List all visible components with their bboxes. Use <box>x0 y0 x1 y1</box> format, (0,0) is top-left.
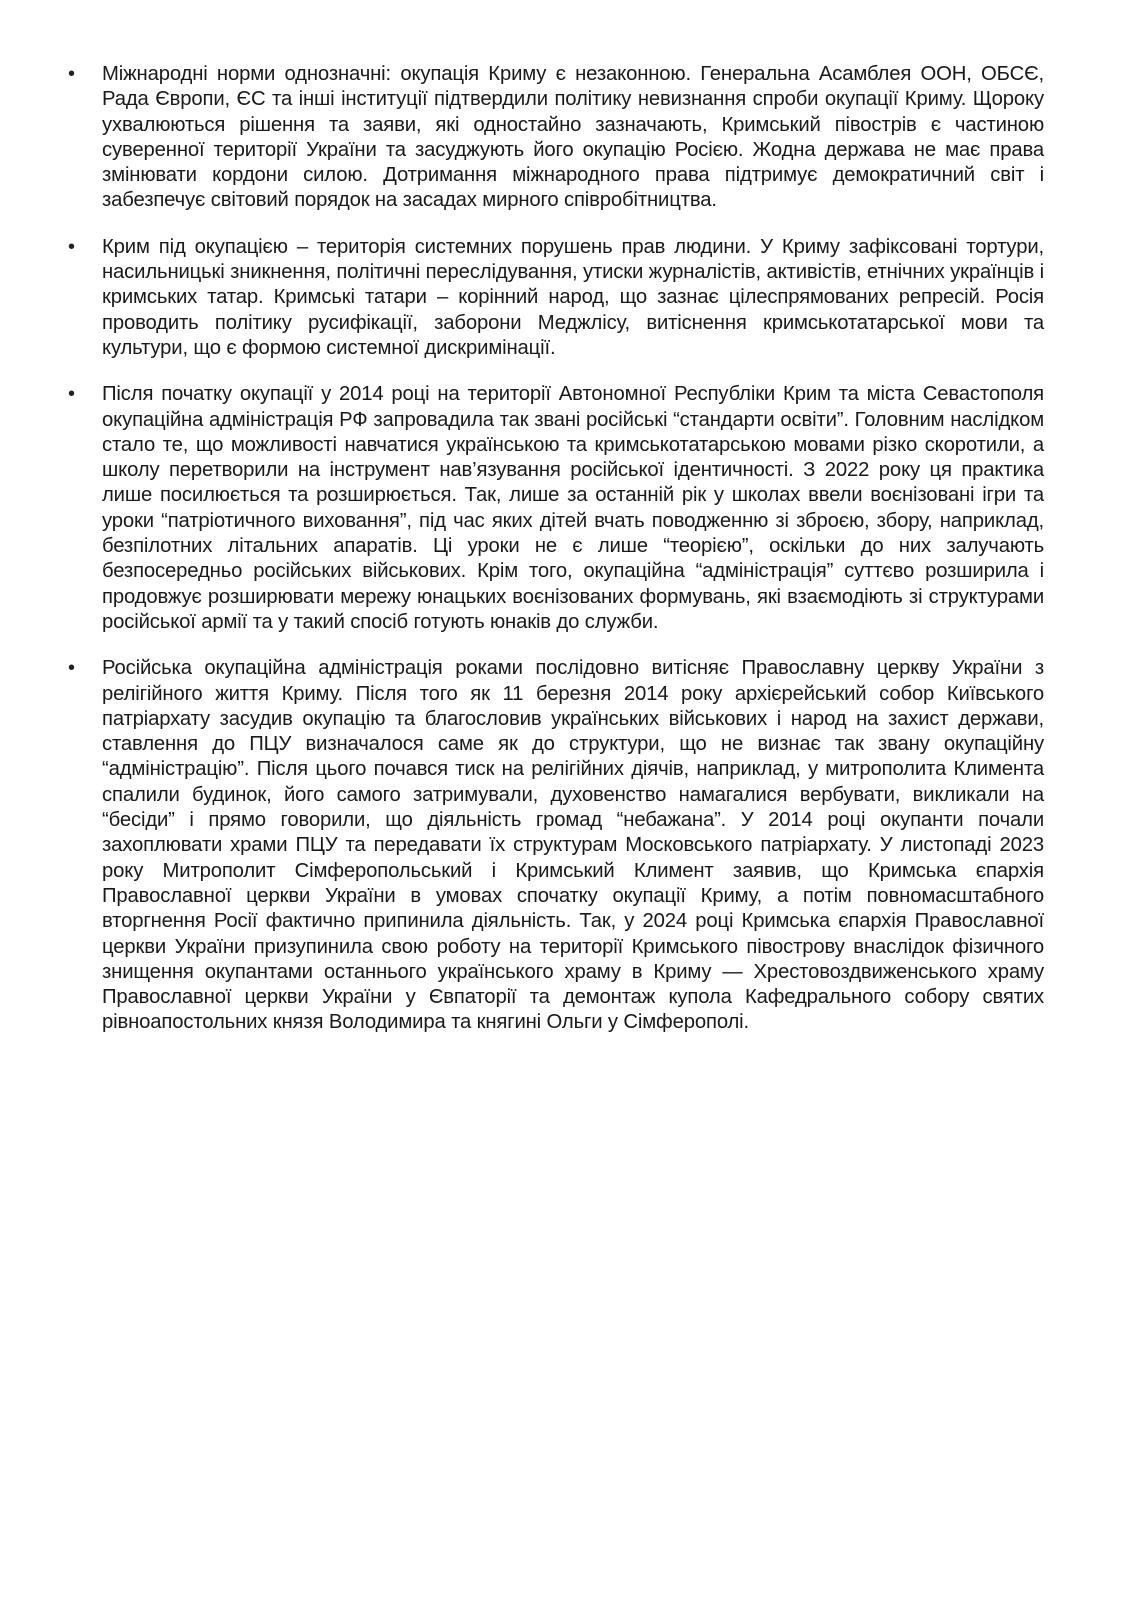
document-page <box>0 62 1132 1057</box>
bullet-text: Крим під окупацією – територія системних порушень прав людини. У Криму зафіксовані тортури, насильницькі зникнення, політичні переслідування, утиски журналістів, активістів, етнічних українців і кримських татар. Кримські татари – корінний народ, що зазнає цілеспрямованих репресій. Росія проводить політику русифікації, заборони Меджлісу, витіснення кримськотатарської мови та культури, що є формою системної дискримінації. <box>102 235 1044 359</box>
bullet-dot-icon: • <box>68 383 76 406</box>
bullet-text: Після початку окупації у 2014 році на території Автономної Республіки Крим та міста Севастополя окупаційна адміністрація РФ запровадила так звані російські “стандарти освіти”. Головним наслідком стало те, що можливості навчатися українською та кримськотатарською мовами різко скоротили, а школу перетворили на інструмент нав’язування російської ідентичності. З 2022 року ця практика лише посилюється та розширюється. Так, лише за останній рік у школах ввели воєнізовані ігри та уроки “патріотичного виховання”, під час яких дітей вчать поводженню зі зброєю, збору, наприклад, безпілотних літальних апаратів. Ці уроки не є лише “теорією”, оскільки до них залучають безпосередньо російських військових. Крім того, окупаційна “адміністрація” суттєво розширила і продовжує розширювати мережу юнацьких воєнізованих формувань, які взаємодіють зі структурами російської армії та у такий спосіб готують юнаків до служби. <box>102 383 1044 633</box>
bullet-text: Російська окупаційна адміністрація роками послідовно витісняє Православну церкву України з релігійного життя Криму. Після того як 11 березня 2014 року архієрейський собор Київського патріархату засудив окупацію та благословив українських військових і народ на захист держави, ставлення до ПЦУ визначалося саме як до структури, що не визнає так звану окупаційну “адміністрацію”. Після цього почався тиск на релігійних діячів, наприклад, у митрополита Климента спалили будинок, його самого затримували, духовенство намагалися вербувати, викликали на “бесіди” і прямо говорили, що діяльність громад “небажана”. У 2014 році окупанти почали захоплювати храми ПЦУ та передавати їх структурам Московського патріархату. У листопаді 2023 року Митрополит Сімферопольський і Кримський Климент заявив, що Кримська єпархія Православної церкви України в умовах спочатку окупації Криму, а потім повномасштабного вторгнення Росії фактично припинила діяльність. Так, у 2024 році Кримська єпархія Православної церкви України призупинила свою роботу на території Кримського півострову внаслідок фізичного знищення окупантами останнього українського храму в Криму — Хрестовоздвиженського храму Православної церкви України у Євпаторії та демонтаж купола Кафедрального собору святих рівноапостольних князя Володимира та княгині Ольги у Сімферополі. <box>102 657 1044 1034</box>
bullet-text: Міжнародні норми однозначні: окупація Криму є незаконною. Генеральна Асамблея ООН, ОБСЄ, Рада Європи, ЄС та інші інституції підтвердили політику невизнання спроби окупації Криму. Щороку ухвалюються рішення та заяви, які одностайно зазначають, Кримський півострів є частиною суверенної території України та засуджують його окупацію Росією. Жодна держава не має права змінювати кордони силою. Дотримання міжнародного права підтримує демократичний світ і забезпечує світовий порядок на засадах мирного співробітництва. <box>102 63 1044 212</box>
bullet-item-international-norms <box>68 62 1044 214</box>
bullet-dot-icon: • <box>68 657 76 680</box>
bullet-item-church <box>68 656 1044 1035</box>
bullet-item-human-rights <box>68 235 1044 361</box>
bullet-item-education <box>68 382 1044 635</box>
bullet-dot-icon: • <box>68 63 76 85</box>
bullet-dot-icon: • <box>68 235 76 258</box>
